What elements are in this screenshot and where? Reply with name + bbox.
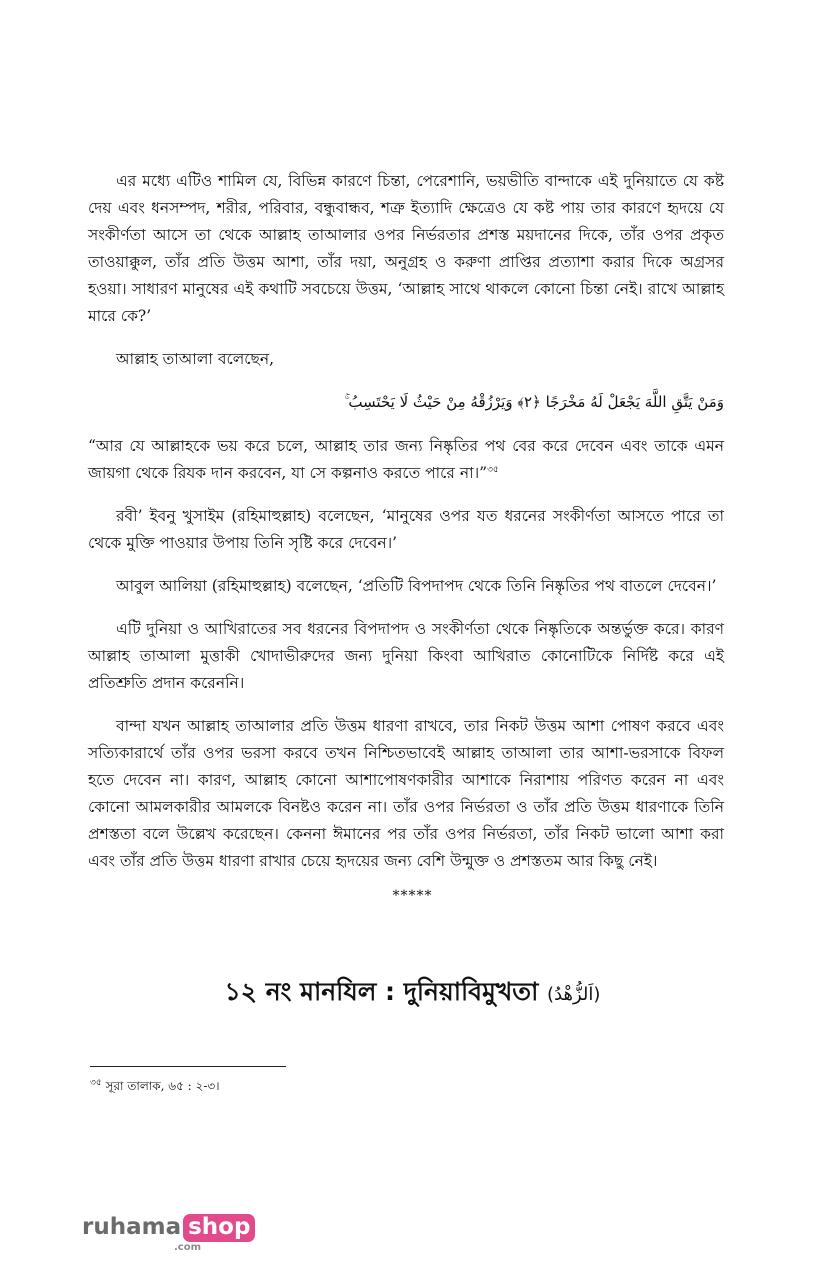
- logo-text-shop: shop: [183, 1214, 255, 1242]
- ruhamashop-logo: [82, 1214, 255, 1253]
- arabic-verse: وَمَنْ يَتَّقِ اللَّهَ يَجْعَلْ لَهُ مَخْرَجًا ﴿٢﴾ وَيَرْزُقْهُ مِنْ حَيْثُ لَا يَحْتَسِبُ ۚ: [344, 393, 724, 411]
- paragraph-4: আবুল আলিয়া (রহিমাহুল্লাহ) বলেছেন, ‘প্রতিটি বিপদাপদ থেকে তিনি নিষ্কৃতির পথ বাতলে দেবেন।’: [116, 577, 717, 595]
- footnote-text: সূরা তালাক, ৬৫ : ২-৩।: [105, 1079, 220, 1093]
- paragraph-3: রবী’ ইবনু খুসাইম (রহিমাহুল্লাহ) বলেছেন, ‘মানুষের ওপর যত ধরনের সংকীর্ণতা আসতে পারে তা থেকে মুক্তি পাওয়ার উপায় তিনি সৃষ্টি করে দেবেন।’: [88, 507, 724, 552]
- paragraph-1: এর মধ্যে এটিও শামিল যে, বিভিন্ন কারণে চিন্তা, পেরেশানি, ভয়ভীতি বান্দাকে এই দুনিয়াতে যে কষ্ট দেয় এবং ধনসম্পদ, শরীর, পরিবার, বন্ধুবান্ধব, শত্রু ইত্যাদি ক্ষেত্রেও যে কষ্ট পায় তার কারণে হৃদয়ে যে সংকীর্ণতা আসে তা থেকে আল্লাহ তাআলার ওপর নির্ভরতার প্রশস্ত ময়দানের দিকে, তাঁর ওপর প্রকৃত তাওয়াক্কুল, তাঁর প্রতি উত্তম আশা, তাঁর দয়া, অনুগ্রহ ও করুণা প্রাপ্তির প্রত্যাশা করার দিকে অগ্রসর হওয়া। সাধারণ মানুষের এই কথাটি সবচেয়ে উত্তম, ‘আল্লাহ সাথে থাকলে কোনো চিন্তা নেই। রাখে আল্লাহ মারে কে?’: [88, 172, 724, 325]
- chapter-title: ১২ নং মানযিল : দুনিয়াবিমুখতা: [224, 977, 539, 1006]
- paragraph-2: আল্লাহ তাআলা বলেছেন,: [116, 350, 275, 368]
- footnote-number: ৩৫: [90, 1078, 102, 1088]
- footnote-marker: ৩৫: [487, 464, 499, 475]
- footnote: [90, 1078, 220, 1098]
- paragraph-6: বান্দা যখন আল্লাহ তাআলার প্রতি উত্তম ধারণা রাখবে, তার নিকট উত্তম আশা পোষণ করবে এবং সত্যিকারার্থে তাঁর ওপর ভরসা করবে তখন নিশ্চিতভাবেই আল্লাহ তাআলা তার আশা-ভরসাকে বিফল হতে দেবেন না। কারণ, আল্লাহ কোনো আশাপোষণকারীর আশাকে নিরাশায় পরিণত করেন না এবং কোনো আমলকারীর আমলকে বিনষ্টও করেন না। তাঁর ওপর নির্ভরতা ও তাঁর প্রতি উত্তম ধারণাকে তিনি প্রশস্ততা বলে উল্লেখ করেছেন। কেননা ঈমানের পর তাঁর ওপর নির্ভরতা, তাঁর নিকট ভালো আশা করা এবং তাঁর প্রতি উত্তম ধারণা রাখার চেয়ে হৃদয়ের জন্য বেশি উন্মুক্ত ও প্রশস্ততম আর কিছু নেই।: [88, 717, 724, 870]
- page-body: [88, 168, 724, 891]
- paragraph-5: এটি দুনিয়া ও আখিরাতের সব ধরনের বিপদাপদ ও সংকীর্ণতা থেকে নিষ্কৃতিকে অন্তর্ভুক্ত করে। কারণ আল্লাহ তাআলা মুত্তাকী খোদাভীরুদের জন্য দুনিয়া কিংবা আখিরাত কোনোটিকে নির্দিষ্ট করে এই প্রতিশ্রুতি প্রদান করেননি।: [88, 620, 724, 692]
- logo-text-dotcom: .com: [174, 1242, 202, 1253]
- translation-text: “আর যে আল্লাহকে ভয় করে চলে, আল্লাহ তার জন্য নিষ্কৃতির পথ বের করে দেবেন এবং তাকে এমন জায়গা থেকে রিযক দান করবেন, যা সে কল্পনাও করতে পারে না।”: [88, 437, 724, 482]
- verse-translation: [88, 433, 724, 487]
- footnote-divider: [90, 1066, 286, 1067]
- logo-text-ruhama: ruhama: [82, 1214, 182, 1240]
- chapter-heading: [0, 972, 825, 1015]
- chapter-arabic: (اَلزُّهْدُ): [547, 984, 601, 1005]
- section-separator: *****: [392, 888, 433, 904]
